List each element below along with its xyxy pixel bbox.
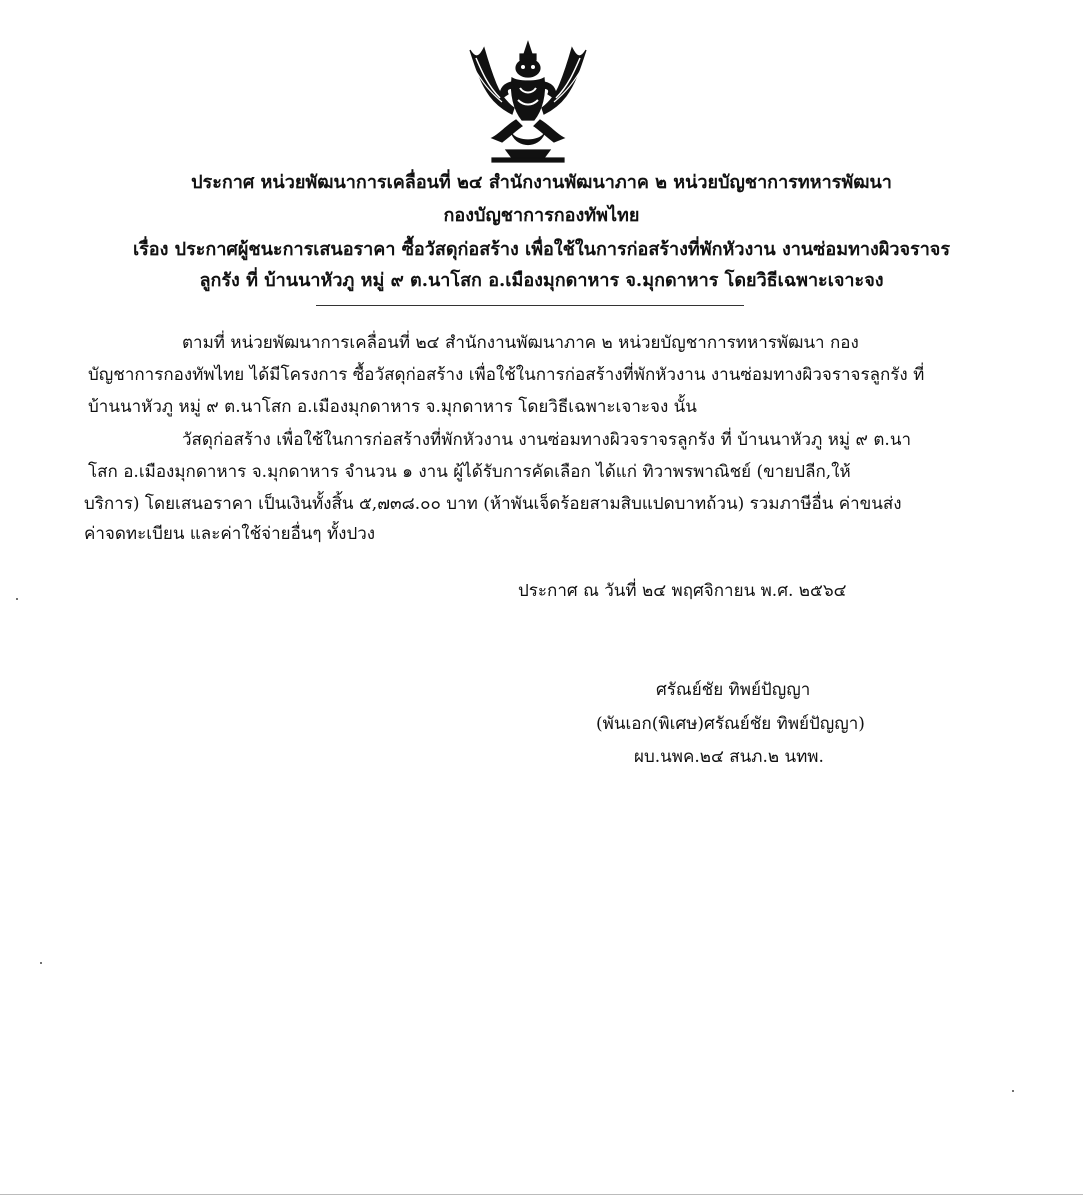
paragraph-1-line-1: ตามที่ หน่วยพัฒนาการเคลื่อนที่ ๒๔ สำนักงานพัฒนาภาค ๒ หน่วยบัญชาการทหารพัฒนา กอง	[182, 333, 859, 353]
announcement-organization: กองบัญชาการกองทัพไทย	[443, 205, 640, 226]
announcement-subject: เรื่อง ประกาศผู้ชนะการเสนอราคา ซื้อวัสดุก่อสร้าง เพื่อใช้ในการก่อสร้างที่พักหัวงาน งานซ่อมทางผิวจราจร	[132, 239, 951, 260]
announcement-title: ประกาศ หน่วยพัฒนาการเคลื่อนที่ ๒๔ สำนักงานพัฒนาภาค ๒ หน่วยบัญชาการทหารพัฒนา	[191, 172, 892, 193]
announcement-subject-continued: ลูกรัง ที่ บ้านนาหัวภู หมู่ ๙ ต.นาโสก อ.เมืองมุกดาหาร จ.มุกดาหาร โดยวิธีเฉพาะเจาะจง	[199, 270, 884, 291]
garuda-emblem-icon	[462, 38, 594, 166]
paragraph-2-line-2: โสก อ.เมืองมุกดาหาร จ.มุกดาหาร จำนวน ๑ งาน ผู้ได้รับการคัดเลือก ได้แก่ ทิวาพรพาณิชย์ (ขายปลีก,ให้	[88, 462, 851, 482]
scan-speck	[1012, 1090, 1014, 1092]
heading-divider	[316, 305, 744, 306]
scan-speck	[40, 962, 42, 964]
paragraph-1-line-3: บ้านนาหัวภู หมู่ ๙ ต.นาโสก อ.เมืองมุกดาหาร จ.มุกดาหาร โดยวิธีเฉพาะเจาะจง นั้น	[88, 397, 697, 417]
scan-speck	[16, 598, 18, 600]
announcement-date: ประกาศ ณ วันที่ ๒๔ พฤศจิกายน พ.ศ. ๒๕๖๔	[518, 581, 847, 601]
page-bottom-edge	[0, 1194, 1083, 1195]
paragraph-1-line-2: บัญชาการกองทัพไทย ได้มีโครงการ ซื้อวัสดุก่อสร้าง เพื่อใช้ในการก่อสร้างที่พักหัวงาน งานซ่อมทางผิวจราจรลูกรัง ที่	[88, 365, 925, 385]
paragraph-2-line-1: วัสดุก่อสร้าง เพื่อใช้ในการก่อสร้างที่พักหัวงาน งานซ่อมทางผิวจราจรลูกรัง ที่ บ้านนาหัวภู หมู่ ๙ ต.นา	[182, 430, 911, 450]
paragraph-2-line-4: ค่าจดทะเบียน และค่าใช้จ่ายอื่นๆ ทั้งปวง	[84, 524, 376, 544]
signatory-full-name: (พันเอก(พิเศษ)ศรัณย์ชัย ทิพย์ปัญญา)	[596, 714, 865, 734]
signature-name: ศรัณย์ชัย ทิพย์ปัญญา	[656, 680, 811, 700]
signatory-position: ผบ.นพค.๒๔ สนภ.๒ นทพ.	[634, 747, 824, 767]
paragraph-2-line-3: บริการ) โดยเสนอราคา เป็นเงินทั้งสิ้น ๕,๗๓๘.๐๐ บาท (ห้าพันเจ็ดร้อยสามสิบแปดบาทถ้วน) รวมภาษีอื่น ค่าขนส่ง	[84, 494, 902, 514]
